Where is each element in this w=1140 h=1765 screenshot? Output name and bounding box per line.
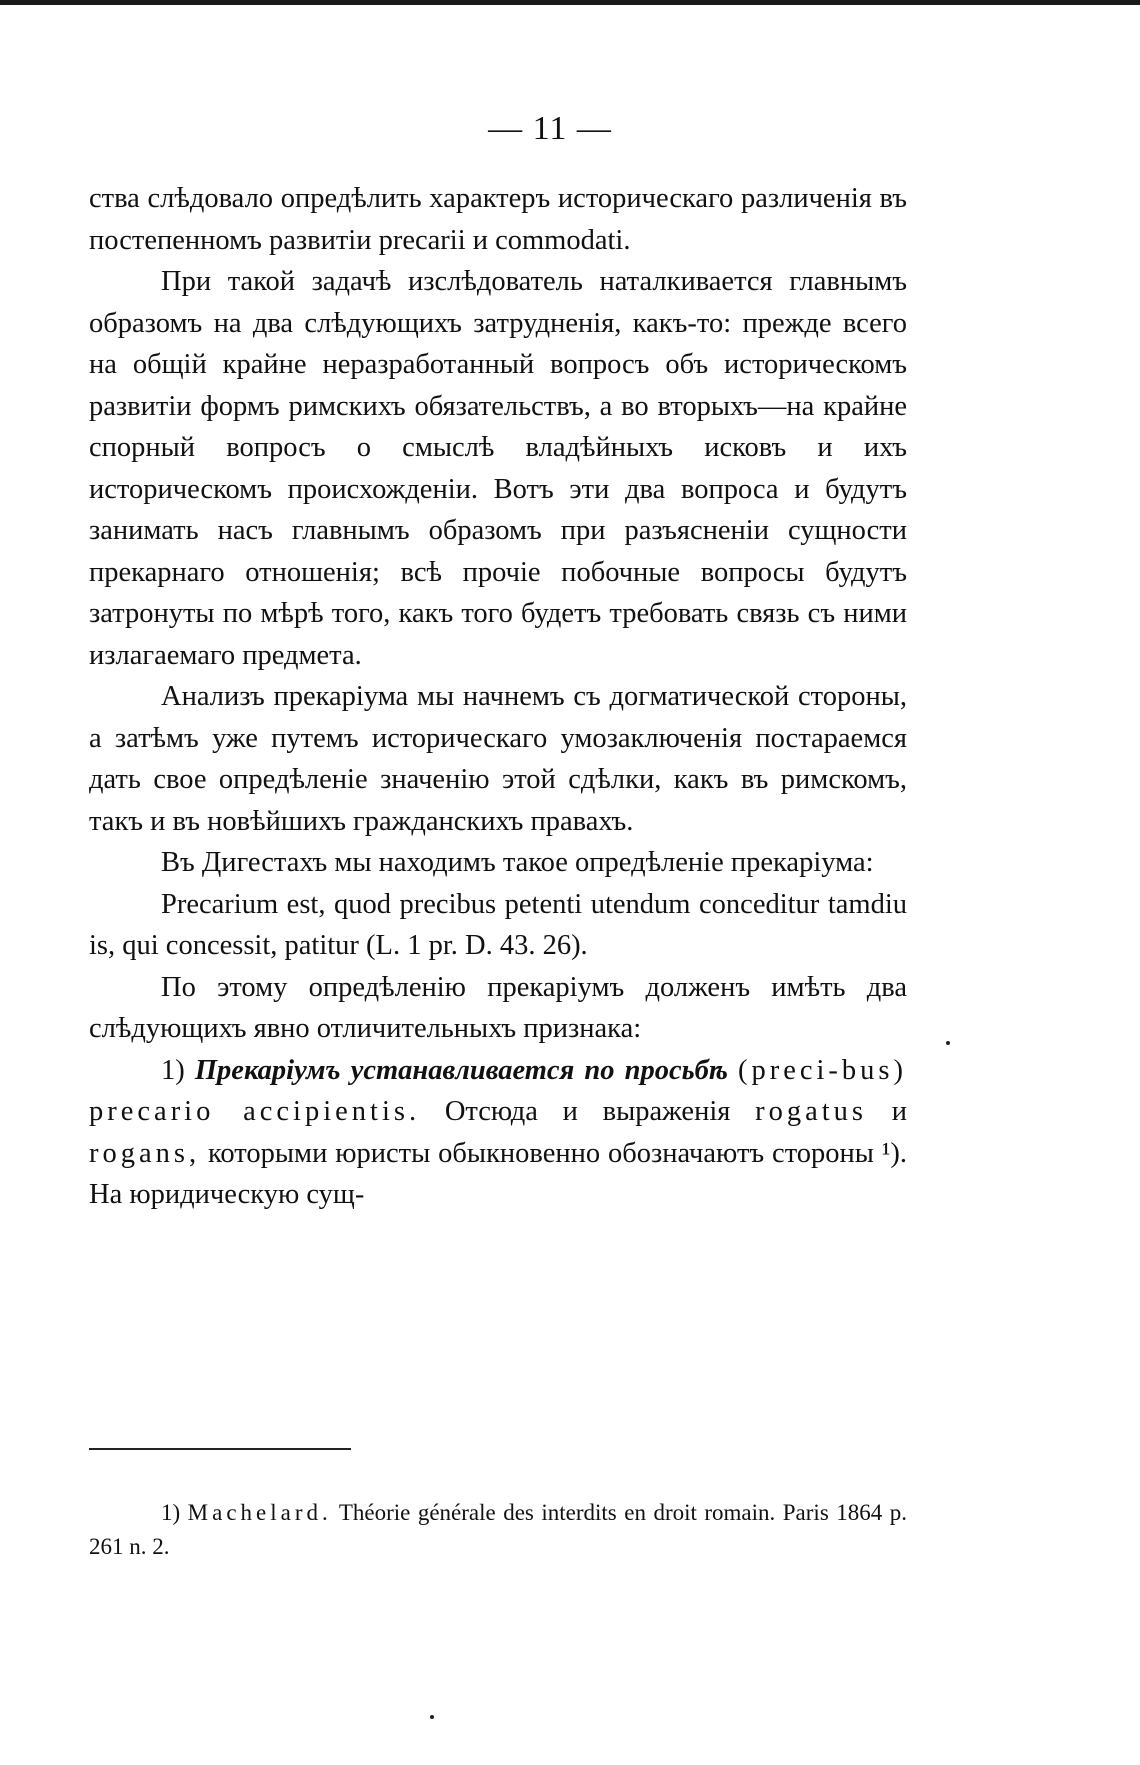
list-item-latin-term: (preci-bus) precario accipientis. [89,1054,908,1127]
page-body [89,178,907,1216]
footnote [89,1496,907,1564]
paragraph-features: По этому опредѣленію прекаріумъ долженъ имѣть два слѣдующихъ явно отличительныхъ признака: [89,971,907,1044]
paragraph-digest: Въ Дигестахъ мы находимъ такое опредѣленіе прекаріума: [161,847,874,878]
list-item-conjunction: и [891,1096,908,1127]
footnote-marker: 1) [161,1500,181,1525]
page-top-border [0,0,1140,5]
footnote-author: Machelard. [187,1500,332,1525]
list-item-term-rogatus: rogatus [755,1096,868,1127]
footnote-text: Théorie générale des interdits en droit romain. Paris 1864 p. 261 n. 2. [89,1500,907,1559]
list-item-1 [89,1050,907,1216]
paragraph-analysis: Анализъ прекаріума мы начнемъ съ догматической стороны, а затѣмъ уже путемъ историческаго умозаключенія постараемся дать свое опредѣленіе значенію этой сдѣлки, какъ въ римскомъ, такъ и въ новѣйшихъ гражданскихъ правахъ. [89,681,907,837]
print-speck [430,1715,434,1719]
print-speck [946,1041,950,1045]
paragraph-definition-quote: Precarium est, quod precibus petenti utendum conceditur tamdiu is, qui concessit, patitur (L. 1 pr. D. 43. 26). [89,888,907,961]
paragraph-continuation: ства слѣдовало опредѣлить характеръ историческаго различенія въ постепенномъ развитіи precarii и commodati. [89,183,907,256]
list-item-number: 1) [161,1054,185,1086]
list-item-emphasis: Прекаріумъ устанавливается по просьбѣ [194,1054,728,1086]
footnote-divider [89,1448,351,1450]
list-item-text: Отсюда и выраженія [444,1096,731,1127]
list-item-term-rogans: rogans, [89,1137,201,1169]
paragraph-task: При такой задачѣ изслѣдователь наталкивается главнымъ образомъ на два слѣдующихъ затрудненія, какъ-то: прежде всего на общій крайне неразработанный вопросъ объ историческомъ развитіи формъ римскихъ обязательствъ, а во вторыхъ—на крайне спорный вопросъ о смыслѣ владѣйныхъ исковъ и ихъ историческомъ происхожденіи. Вотъ эти два вопроса и будутъ занимать насъ главнымъ образомъ при разъясненіи сущности прекарнаго отношенія; всѣ прочіе побочные вопросы будутъ затронуты по мѣрѣ того, какъ того будетъ требовать связь съ ними излагаемаго предмета. [89,266,907,671]
list-item-text-end: которыми юристы обыкновенно обозначаютъ стороны ¹). На юридическую сущ- [89,1137,907,1210]
page-number: — 11 — [488,110,612,147]
